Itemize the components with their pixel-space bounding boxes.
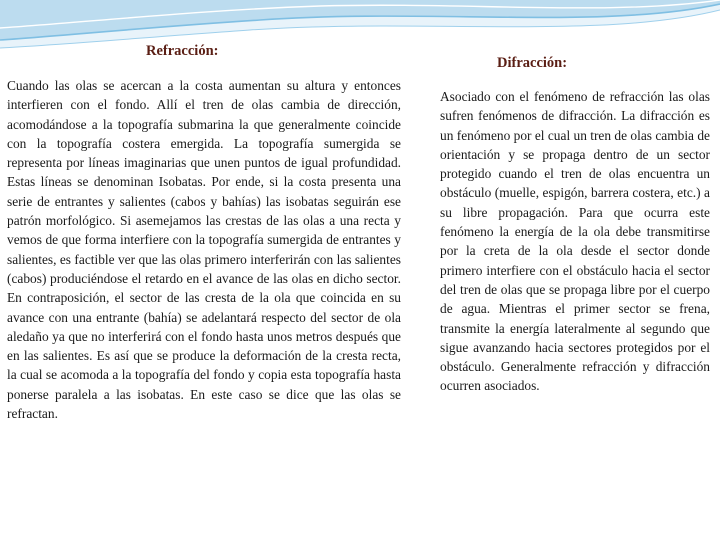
difraccion-text: Asociado con el fenómeno de refracción las olas sufren fenómenos de difracción. La difracción es un fenómeno por el cual un tren de olas cambia de orientación y se propaga dentro de un sector protegido cuando el tren de olas encuentra un obstáculo (muelle, espigón, barrera costera, etc.) a su libre propagación. Para que ocurra este fenómeno la energía de la ola debe transmitirse por la creta de la ola desde el sector donde primero interfiere con el obstáculo hacia el sector del tren de olas que se propaga libre por el cuerpo de agua. Mientras el primer sector se frena, transmite la energía lateralmente al segundo que sigue avanzando hacia sectores protegidos por el obstáculo. Generalmente refracción y difracción ocurren asociados.: [440, 89, 710, 394]
refraccion-heading: Refracción:: [146, 43, 219, 59]
difraccion-heading: Difracción:: [497, 55, 568, 71]
refraccion-text: Cuando las olas se acercan a la costa aumentan su altura y entonces interfieren con el fondo. Allí el tren de olas cambia de dirección, acomodándose a la topografía submarina la que generalmente coincide con la topografía costera emergida. La topografía sumergida se representa por líneas imaginarias que unen puntos de igual profundidad. Estas líneas se denominan Isobatas. Por ende, si la costa presenta una serie de entrantes y salientes (cabos y bahías) las isobatas seguirán ese patrón morfológico. Si asemejamos las crestas de las olas a una recta y vemos de que forma interfiere con la topografía sumergida de entrantes y salientes, es factible ver que las olas primero interferirán con las salientes (cabos) produciéndose el retardo en el avance de las olas en dicho sector. En contraposición, el sector de las cresta de la ola que coincida en su avance con una entrante (bahía) se adelantará respecto del sector de ola aledaño ya que no interferirá con el fondo hasta unos metros después que en las salientes. Es así que se produce la deformación de la cresta recta, la cual se acomoda a la topografía del fondo y copia esta topografía hasta ponerse paralela a las isobatas. En este caso se dice que las olas se refractan.: [7, 78, 401, 422]
wave-decoration: [0, 0, 720, 62]
